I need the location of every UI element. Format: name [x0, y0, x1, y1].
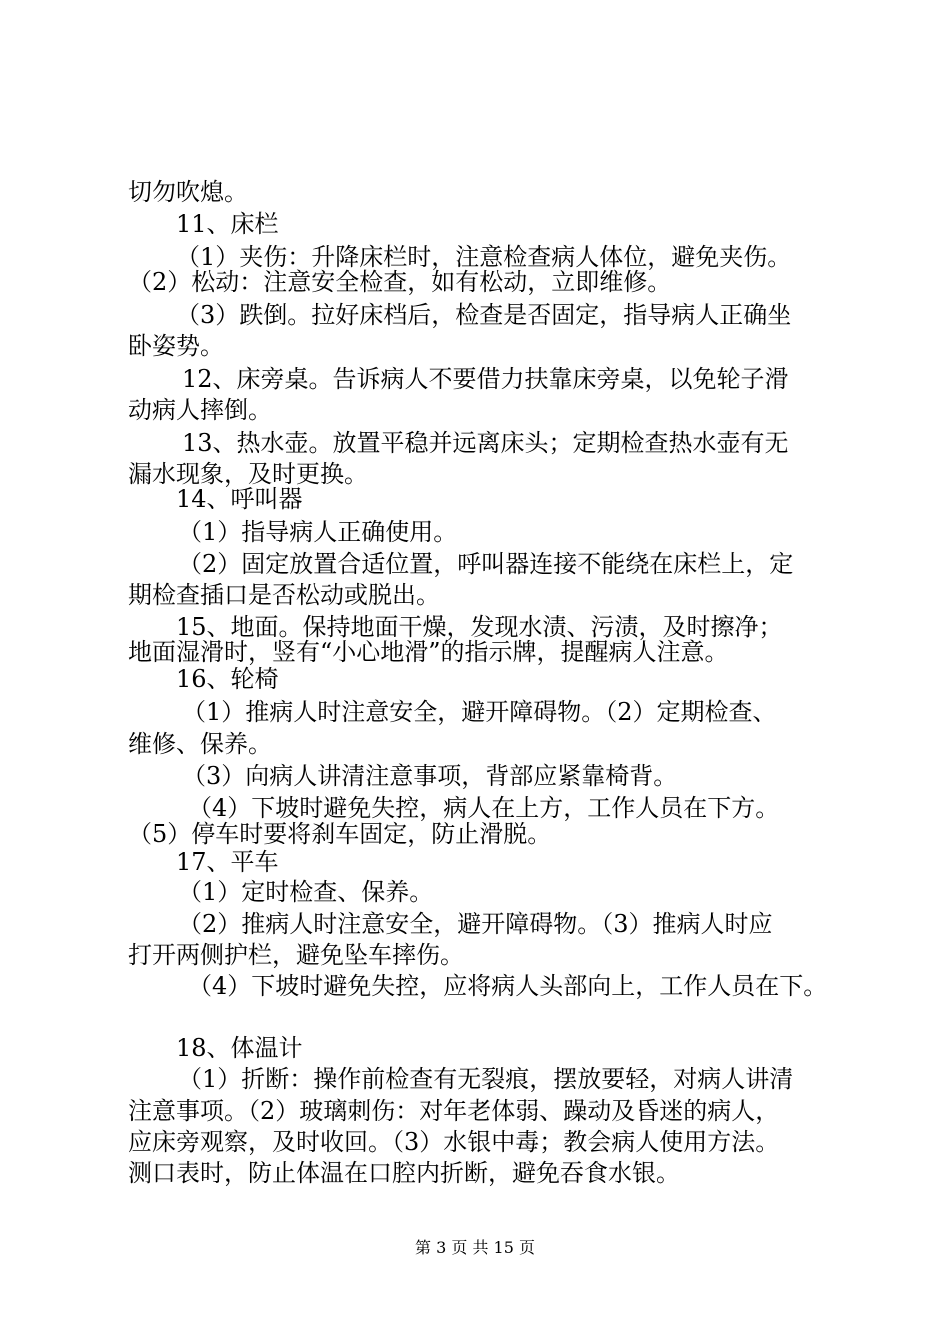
- text-line: 维修、保养。: [128, 730, 272, 758]
- text-line: （3）跌倒。拉好床档后，检查是否固定，指导病人正确坐: [176, 301, 792, 329]
- section-heading: 16、轮椅: [176, 665, 279, 693]
- text-line: （2）固定放置合适位置，呼叫器连接不能绕在床栏上，定: [178, 550, 794, 578]
- section-heading: 17、平车: [176, 848, 279, 876]
- text-line: 动病人摔倒。: [128, 396, 272, 424]
- text-line: 应床旁观察，及时收回。（3）水银中毒；教会病人使用方法。: [128, 1128, 780, 1156]
- text-line: 卧姿势。: [128, 332, 224, 360]
- text-line: 12、床旁桌。告诉病人不要借力扶靠床旁桌，以免轮子滑: [182, 365, 789, 393]
- text-line: （2）松动：注意安全检查，如有松动，立即维修。: [128, 268, 672, 296]
- text-line: （1）指导病人正确使用。: [178, 518, 458, 546]
- text-line: 打开两侧护栏，避免坠车摔伤。: [128, 941, 464, 969]
- text-line: 15、地面。保持地面干燥，发现水渍、污渍，及时擦净；: [176, 613, 783, 641]
- text-line: （3）向病人讲清注意事项，背部应紧靠椅背。: [182, 762, 678, 790]
- text-line: 测口表时，防止体温在口腔内折断，避免吞食水银。: [128, 1159, 680, 1187]
- text-line: 期检查插口是否松动或脱出。: [128, 581, 440, 609]
- text-line: （2）推病人时注意安全，避开障碍物。（3）推病人时应: [178, 910, 773, 938]
- text-line: （1）推病人时注意安全，避开障碍物。（2）定期检查、: [182, 698, 777, 726]
- text-line: （1）折断：操作前检查有无裂痕，摆放要轻，对病人讲清: [178, 1065, 794, 1093]
- text-line: （4）下坡时避免失控，应将病人头部向上，工作人员在下。: [188, 972, 828, 1000]
- text-line: 13、热水壶。放置平稳并远离床头；定期检查热水壶有无: [182, 429, 789, 457]
- text-line: （4）下坡时避免失控，病人在上方，工作人员在下方。: [188, 794, 780, 822]
- section-heading: 11、床栏: [176, 210, 279, 238]
- section-heading: 18、体温计: [176, 1034, 303, 1062]
- text-line: （1）定时检查、保养。: [178, 878, 434, 906]
- text-line: 切勿吹熄。: [128, 178, 248, 206]
- text-line: 地面湿滑时，竖有“小心地滑”的指示牌，提醒病人注意。: [128, 638, 729, 666]
- page-number-footer: 第 3 页 共 15 页: [415, 1238, 535, 1257]
- text-line: （1）夹伤：升降床栏时，注意检查病人体位，避免夹伤。: [176, 243, 792, 271]
- text-line: （5）停车时要将刹车固定，防止滑脱。: [128, 820, 552, 848]
- text-line: 漏水现象，及时更换。: [128, 460, 368, 488]
- section-heading: 14、呼叫器: [176, 485, 303, 513]
- text-line: 注意事项。（2）玻璃刺伤：对年老体弱、躁动及昏迷的病人，: [128, 1097, 780, 1125]
